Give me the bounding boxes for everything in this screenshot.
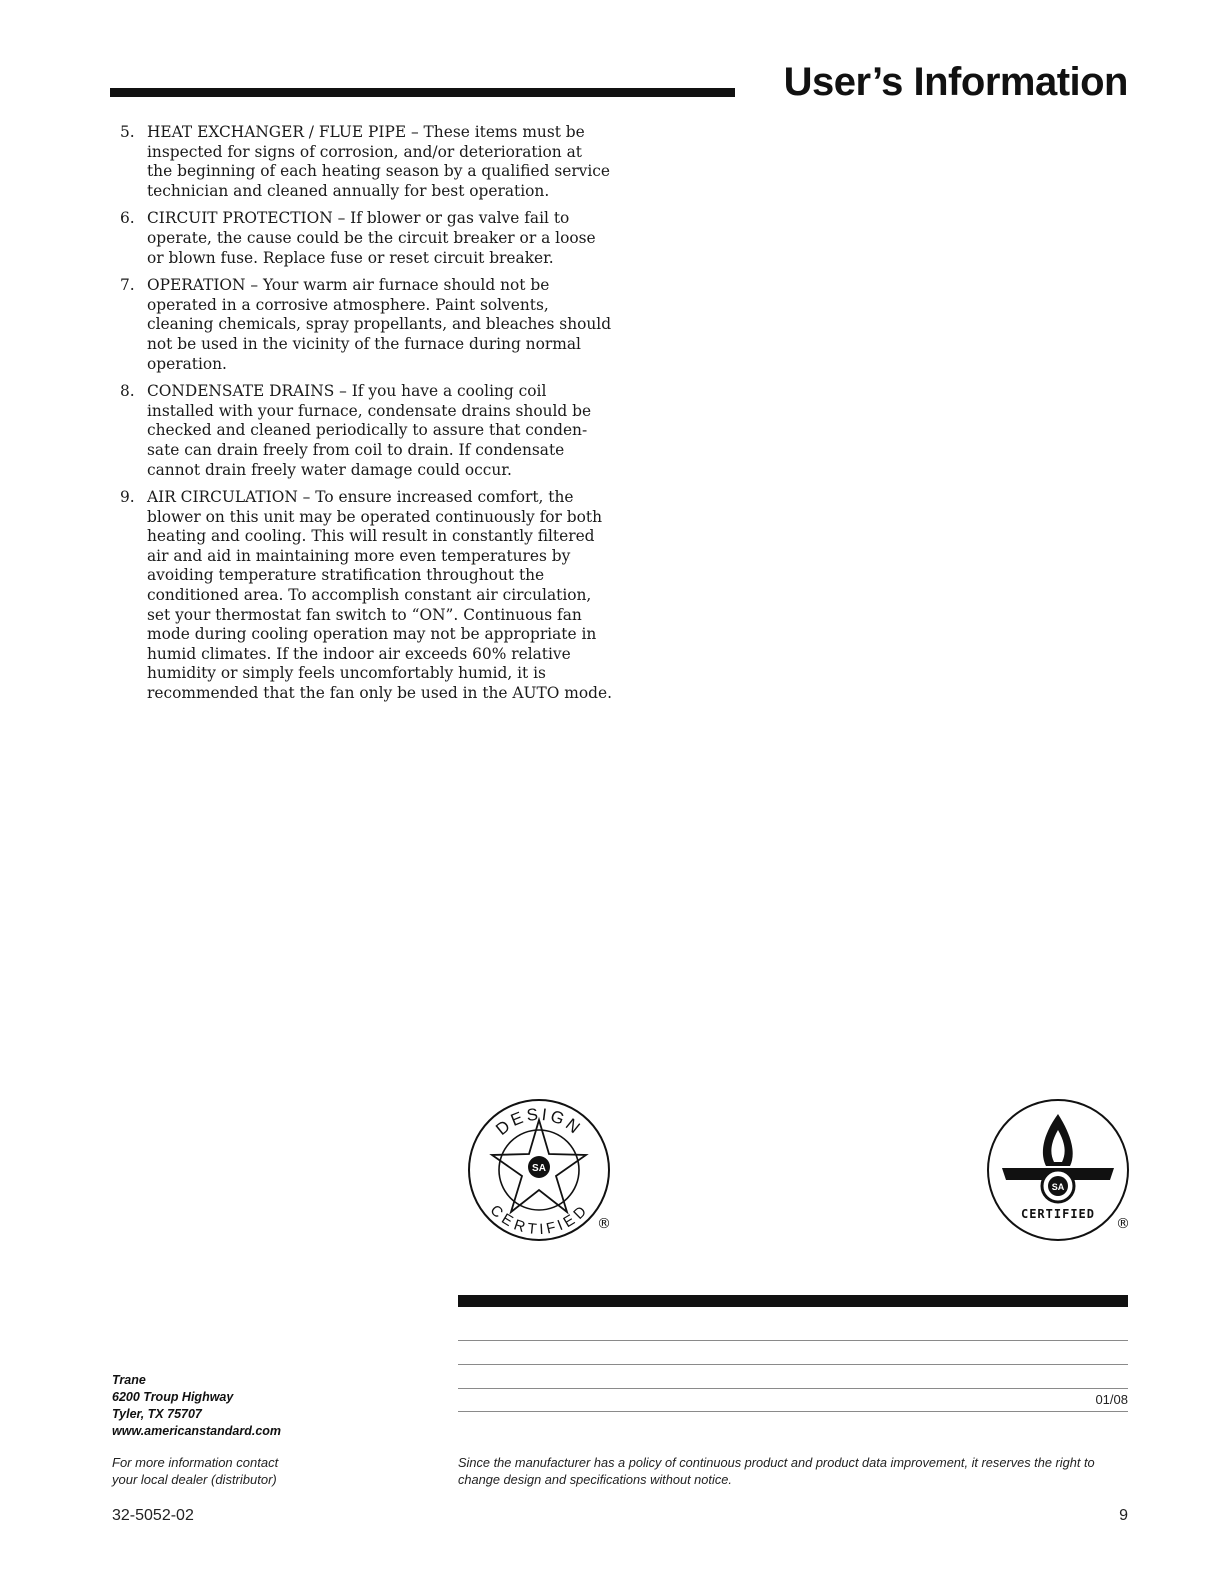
contact-line: your local dealer (distributor) xyxy=(112,1472,277,1487)
svg-text:CERTIFIED xyxy=(486,1202,591,1239)
maintenance-list xyxy=(120,123,612,712)
list-item xyxy=(120,276,612,374)
seal-logo-text: SA xyxy=(1051,1182,1065,1192)
footer-rule xyxy=(458,1364,1128,1365)
item-text: CIRCUIT PROTECTION – If blower or gas valve fail to operate, the cause could be the circuit breaker or a loose or blown fuse. Replace fuse or reset circuit breaker. xyxy=(147,209,596,267)
item-text: OPERATION – Your warm air furnace should not be operated in a corrosive atmosphere. Paint solvents, cleaning chemicals, spray propellants, and bleaches should not be used in the vicinity of the furnace during normal operation. xyxy=(147,276,612,373)
header-bar xyxy=(110,88,735,97)
list-item xyxy=(120,488,612,704)
svg-text:®: ® xyxy=(597,1216,611,1232)
company-website: www.americanstandard.com xyxy=(112,1424,282,1438)
date-code: 01/08 xyxy=(1095,1392,1128,1407)
footer-rule xyxy=(458,1388,1128,1389)
item-number: 6. xyxy=(120,209,135,228)
page-title: User’s Information xyxy=(783,60,1128,104)
seal-certified-label: CERTIFIED xyxy=(1020,1207,1096,1221)
item-number: 7. xyxy=(120,276,135,295)
item-text: AIR CIRCULATION – To ensure increased comfort, the blower on this unit may be operated continuously for both heating and cooling. This will result in constantly filtered air and aid in maintaining more even temperatures by avoiding temperature stratification throughout the conditioned area. To accomplish constant air circulation, set your thermostat fan switch to “ON”. Continuous fan mode during cooling operation may not be appropriate in humid climates. If the indoor air exceeds 60% relative humidity or simply feels uncomfortably humid, it is recommended that the fan only be used in the AUTO mode. xyxy=(147,488,612,703)
disclaimer: Since the manufacturer has a policy of continuous product and product data improvement, it reserves the right to change design and specifications without notice. xyxy=(458,1455,1095,1487)
seal-logo-text: SA xyxy=(532,1163,546,1174)
design-certified-seal-icon xyxy=(465,1096,613,1244)
seal-top-text: DESIGN xyxy=(492,1104,586,1140)
list-item xyxy=(120,123,612,201)
svg-text:DESIGN xyxy=(492,1105,586,1139)
svg-text:®: ® xyxy=(1116,1216,1130,1232)
item-number: 5. xyxy=(120,123,135,141)
company-address xyxy=(112,1372,281,1440)
item-text: CONDENSATE DRAINS – If you have a cooling coil installed with your furnace, condensate drains should be checked and cleaned periodically to assure that conden-sate can drain freely from coil to drain. If condensate cannot drain freely water damage could occur. xyxy=(147,382,592,479)
list-item xyxy=(120,382,612,480)
company-name: Trane xyxy=(112,1373,146,1387)
csa-certified-seal-icon xyxy=(984,1096,1132,1244)
list-item xyxy=(120,209,612,268)
item-text: HEAT EXCHANGER / FLUE PIPE – These items must be inspected for signs of corrosion, and/or deterioration at the beginning of each heating season by a qualified service technician and cleaned annually for best operation. xyxy=(147,123,611,200)
address-line: 6200 Troup Highway xyxy=(112,1390,234,1404)
item-number: 8. xyxy=(120,382,135,401)
seal-bottom-text: CERTIFIED xyxy=(486,1202,592,1239)
address-line: Tyler, TX 75707 xyxy=(112,1407,202,1421)
contact-note xyxy=(112,1454,278,1488)
footer-thick-rule xyxy=(458,1295,1128,1307)
page-number: 9 xyxy=(1119,1507,1128,1524)
footer-rule xyxy=(458,1340,1128,1341)
document-number: 32-5052-02 xyxy=(112,1507,194,1524)
item-number: 9. xyxy=(120,488,135,507)
contact-line: For more information contact xyxy=(112,1455,279,1470)
footer-rule xyxy=(458,1411,1128,1412)
